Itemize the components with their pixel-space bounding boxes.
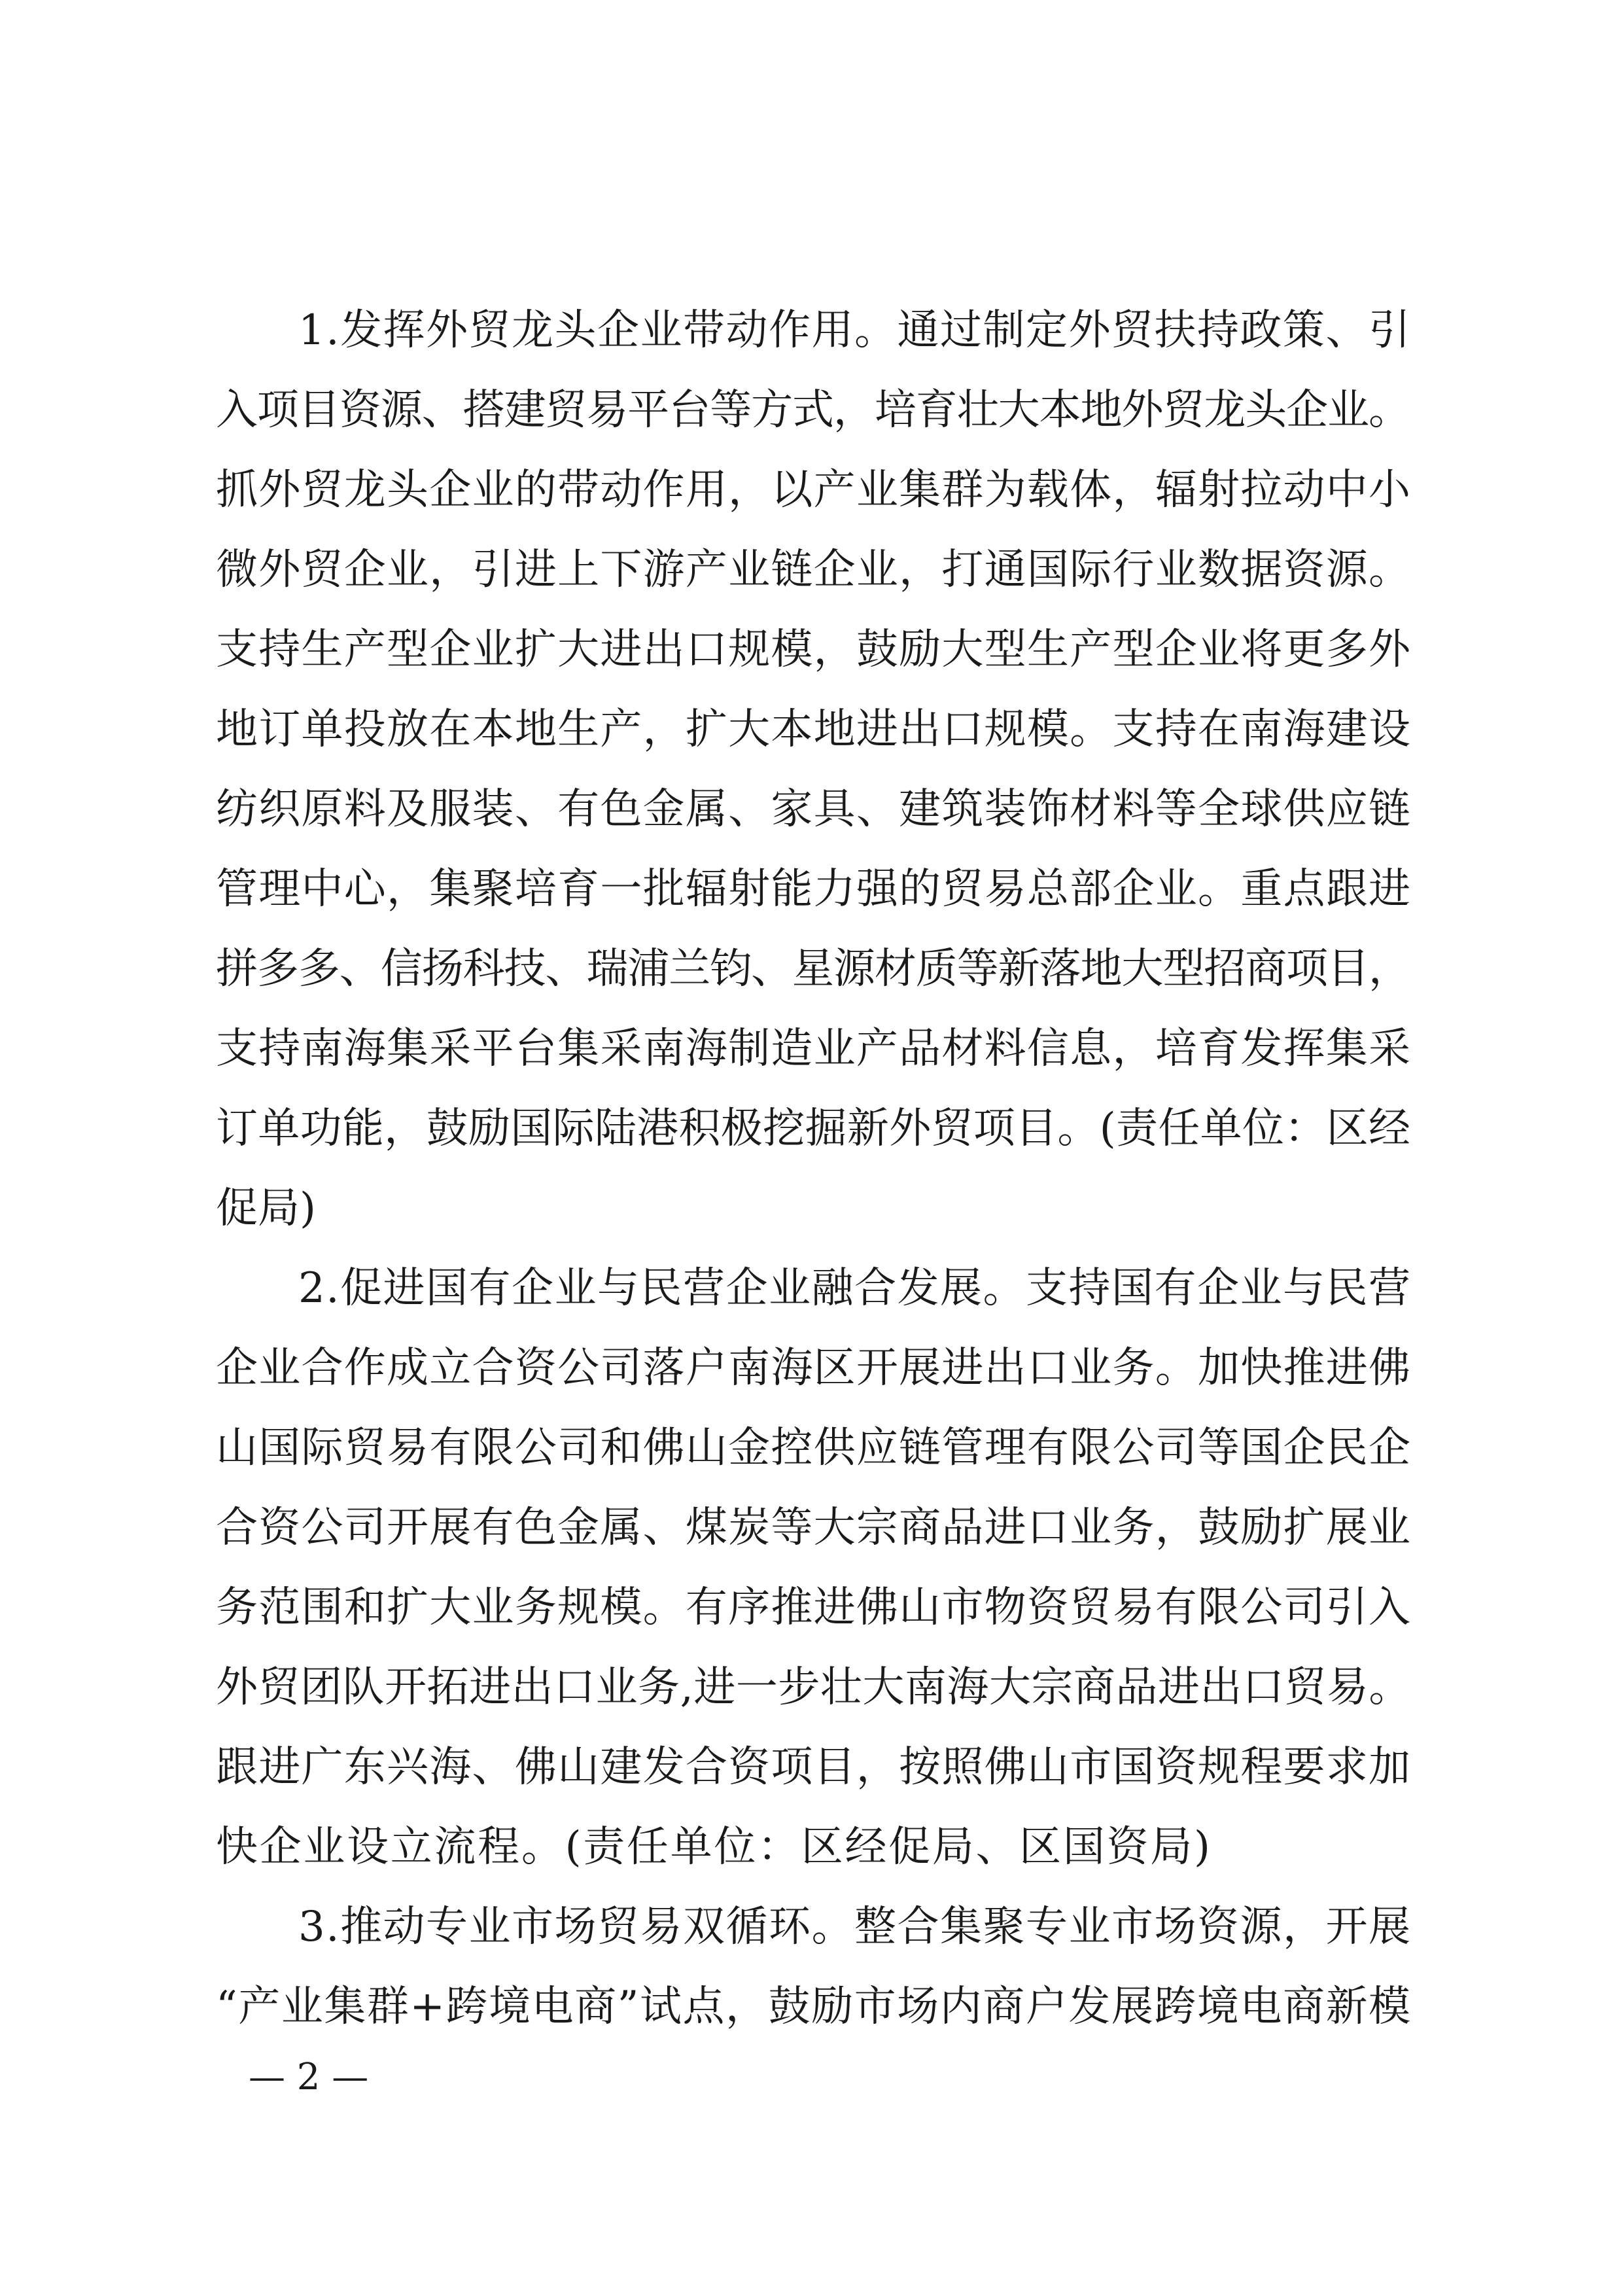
text-line-content: 支持南海集采平台集采南海制造业产品材料信息，培育发挥集采: [216, 1025, 1412, 1073]
text-line-content: 2.促进国有企业与民营企业融合发展。支持国有企业与民营: [298, 1264, 1412, 1313]
text-line: [0, 1572, 1623, 1644]
text-line: [0, 1093, 1623, 1165]
text-line: [0, 1332, 1623, 1404]
text-line-content: 务范围和扩大业务规模。有序推进佛山市物资贸易有限公司引入: [216, 1583, 1412, 1632]
text-line: [0, 1412, 1623, 1484]
text-line: [0, 933, 1623, 1005]
text-line-content: 企业合作成立合资公司落户南海区开展进出口业务。加快推进佛: [216, 1344, 1412, 1392]
text-line-content: 快企业设立流程。(责任单位：区经促局、区国资局): [216, 1823, 1212, 1871]
text-line-content: 1.发挥外贸龙头企业带动作用。通过制定外贸扶持政策、引: [298, 306, 1412, 355]
text-line-content: 抓外贸龙头企业的带动作用，以产业集群为载体，辐射拉动中小: [216, 466, 1412, 514]
text-line-content: 支持生产型企业扩大进出口规模，鼓励大型生产型企业将更多外: [216, 626, 1412, 674]
text-line-content: 山国际贸易有限公司和佛山金控供应链管理有限公司等国企民企: [216, 1424, 1412, 1472]
text-line-content: 拼多多、信扬科技、瑞浦兰钧、星源材质等新落地大型招商项目，: [216, 945, 1410, 993]
page-number: — 2 —: [249, 2056, 369, 2098]
text-line: [0, 1013, 1623, 1085]
text-line: [0, 1891, 1623, 1963]
text-line: [0, 1492, 1623, 1564]
text-line: [0, 1971, 1623, 2043]
text-line: [0, 773, 1623, 845]
text-line-content: 跟进广东兴海、佛山建发合资项目，按照佛山市国资规程要求加: [216, 1743, 1412, 1792]
text-line: [0, 294, 1623, 366]
text-line-content: 促局): [216, 1184, 316, 1233]
text-line-content: 微外贸企业，引进上下游产业链企业，打通国际行业数据资源。: [216, 546, 1412, 594]
text-line-content: 入项目资源、搭建贸易平台等方式，培育壮大本地外贸龙头企业。: [216, 386, 1410, 434]
text-line: [0, 454, 1623, 526]
text-line: [0, 534, 1623, 606]
text-line: [0, 1651, 1623, 1723]
text-line: [0, 1173, 1623, 1245]
text-line: [0, 694, 1623, 766]
text-line: [0, 374, 1623, 446]
text-line-content: 管理中心，集聚培育一批辐射能力强的贸易总部企业。重点跟进: [216, 865, 1412, 913]
text-line: [0, 1731, 1623, 1803]
text-line-content: 合资公司开展有色金属、煤炭等大宗商品进口业务，鼓励扩展业: [216, 1504, 1412, 1552]
text-line-content: “产业集群+跨境电商”试点，鼓励市场内商户发展跨境电商新模: [216, 1983, 1412, 2031]
text-line-content: 地订单投放在本地生产，扩大本地进出口规模。支持在南海建设: [216, 705, 1412, 754]
text-line: [0, 853, 1623, 925]
text-line-content: 外贸团队开拓进出口业务,进一步壮大南海大宗商品进出口贸易。: [216, 1663, 1411, 1712]
text-line-content: 订单功能，鼓励国际陆港积极挖掘新外贸项目。(责任单位：区经: [216, 1104, 1411, 1153]
text-line-content: 3.推动专业市场贸易双循环。整合集聚专业市场资源，开展: [298, 1903, 1412, 1951]
text-line: [0, 1252, 1623, 1324]
text-line-content: 纺织原料及服装、有色金属、家具、建筑装饰材料等全球供应链: [216, 785, 1412, 834]
text-line: [0, 1811, 1623, 1883]
text-line: [0, 614, 1623, 686]
